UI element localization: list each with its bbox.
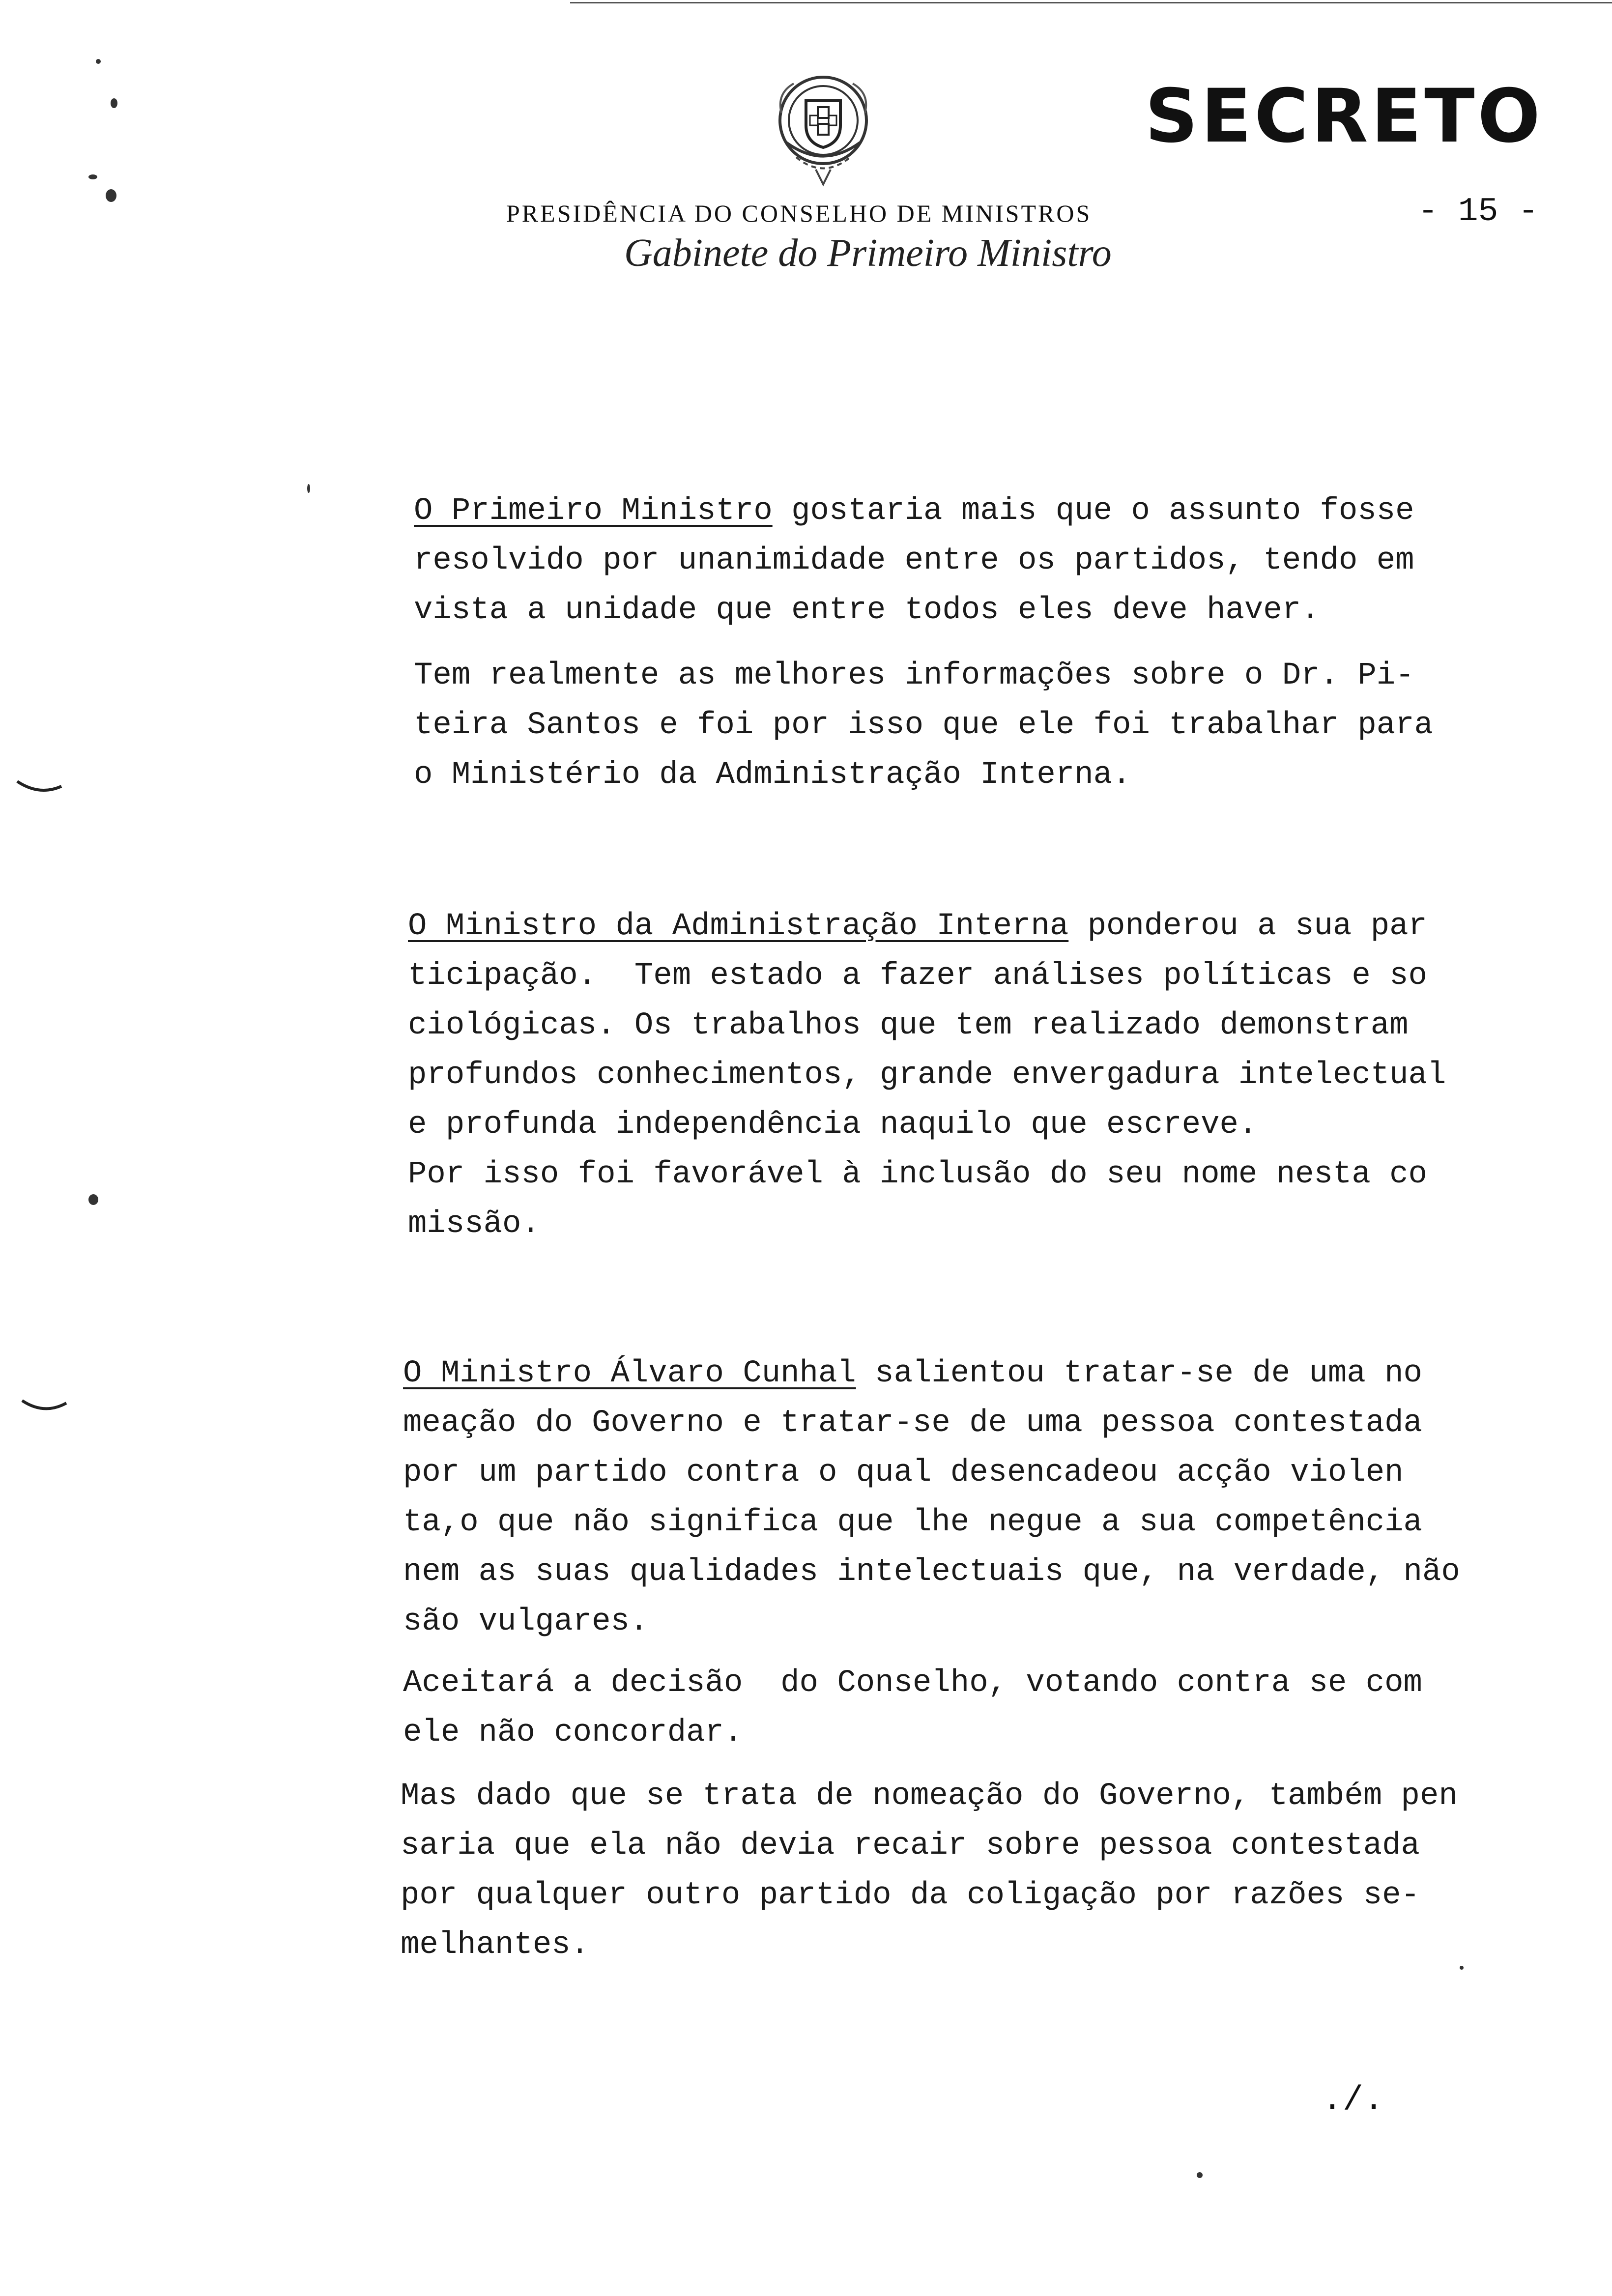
scan-speck: [106, 189, 116, 202]
text-line: teira Santos e foi por isso que ele foi trabalhar para: [414, 708, 1433, 743]
margin-punch-mark: [20, 1396, 69, 1420]
cabinet-name: Gabinete do Primeiro Ministro: [624, 231, 1112, 275]
paragraph-prime-minister: [414, 487, 1414, 635]
text-line: resolvido por unanimidade entre os partidos, tendo em: [414, 543, 1414, 578]
text-line: saria que ela não devia recair sobre pessoa contestada: [401, 1828, 1420, 1864]
margin-punch-mark: [15, 776, 64, 801]
top-border-line: [570, 2, 1612, 3]
paragraph-internal-administration-minister: [408, 902, 1446, 1249]
text-line: ele não concordar.: [403, 1715, 743, 1751]
paragraph-alvaro-cunhal: [403, 1349, 1460, 1647]
text-line: nem as suas qualidades intelectuais que, na verdade, não: [403, 1554, 1460, 1590]
speaker-name: O Ministro Álvaro Cunhal: [403, 1356, 856, 1391]
text-line: missão.: [408, 1206, 540, 1242]
speaker-name: O Primeiro Ministro: [414, 493, 773, 529]
continuation-mark: ./.: [1322, 2081, 1384, 2120]
coat-of-arms-seal: [767, 64, 880, 192]
text-line: por um partido contra o qual desencadeou acção violen: [403, 1455, 1404, 1491]
paragraph-council-decision: [403, 1659, 1422, 1758]
text-line: vista a unidade que entre todos eles deve haver.: [414, 593, 1320, 628]
office-title: PRESIDÊNCIA DO CONSELHO DE MINISTROS: [506, 200, 1092, 227]
text-line: Mas dado que se trata de nomeação do Governo, também pen: [401, 1779, 1458, 1814]
text-line: ponderou a sua par: [1068, 909, 1427, 944]
text-line: o Ministério da Administração Interna.: [414, 757, 1131, 793]
scan-speck: [1197, 2172, 1203, 2178]
paragraph-prime-minister-cont: [414, 651, 1433, 800]
text-line: gostaria mais que o assunto fosse: [772, 493, 1414, 529]
text-line: ciológicas. Os trabalhos que tem realizado demonstram: [408, 1008, 1409, 1043]
scan-speck: [96, 59, 101, 64]
scan-speck: [307, 484, 310, 493]
text-line: salientou tratar-se de uma no: [856, 1356, 1422, 1391]
text-line: ta,o que não significa que lhe negue a sua competência: [403, 1505, 1422, 1540]
paragraph-government-appointment: [401, 1772, 1458, 1970]
text-line: e profunda independência naquilo que escreve.: [408, 1107, 1258, 1143]
text-line: melhantes.: [401, 1927, 590, 1963]
scan-speck: [88, 174, 97, 179]
page-number: - 15 -: [1418, 193, 1538, 230]
text-line: Por isso foi favorável à inclusão do seu nome nesta co: [408, 1157, 1427, 1192]
text-line: Tem realmente as melhores informações sobre o Dr. Pi-: [414, 658, 1414, 693]
text-line: por qualquer outro partido da coligação por razões se-: [401, 1878, 1420, 1913]
text-line: meação do Governo e tratar-se de uma pessoa contestada: [403, 1406, 1422, 1441]
classification-stamp: SECRETO: [1145, 74, 1543, 159]
text-line: profundos conhecimentos, grande envergadura intelectual: [408, 1058, 1446, 1093]
scan-speck: [1460, 1966, 1464, 1970]
text-line: são vulgares.: [403, 1604, 649, 1639]
text-line: Aceitará a decisão do Conselho, votando contra se com: [403, 1665, 1422, 1701]
scan-speck: [111, 98, 117, 108]
text-line: ticipação. Tem estado a fazer análises políticas e so: [408, 958, 1427, 994]
scan-speck: [88, 1194, 98, 1205]
speaker-name: O Ministro da Administração Interna: [408, 909, 1069, 944]
